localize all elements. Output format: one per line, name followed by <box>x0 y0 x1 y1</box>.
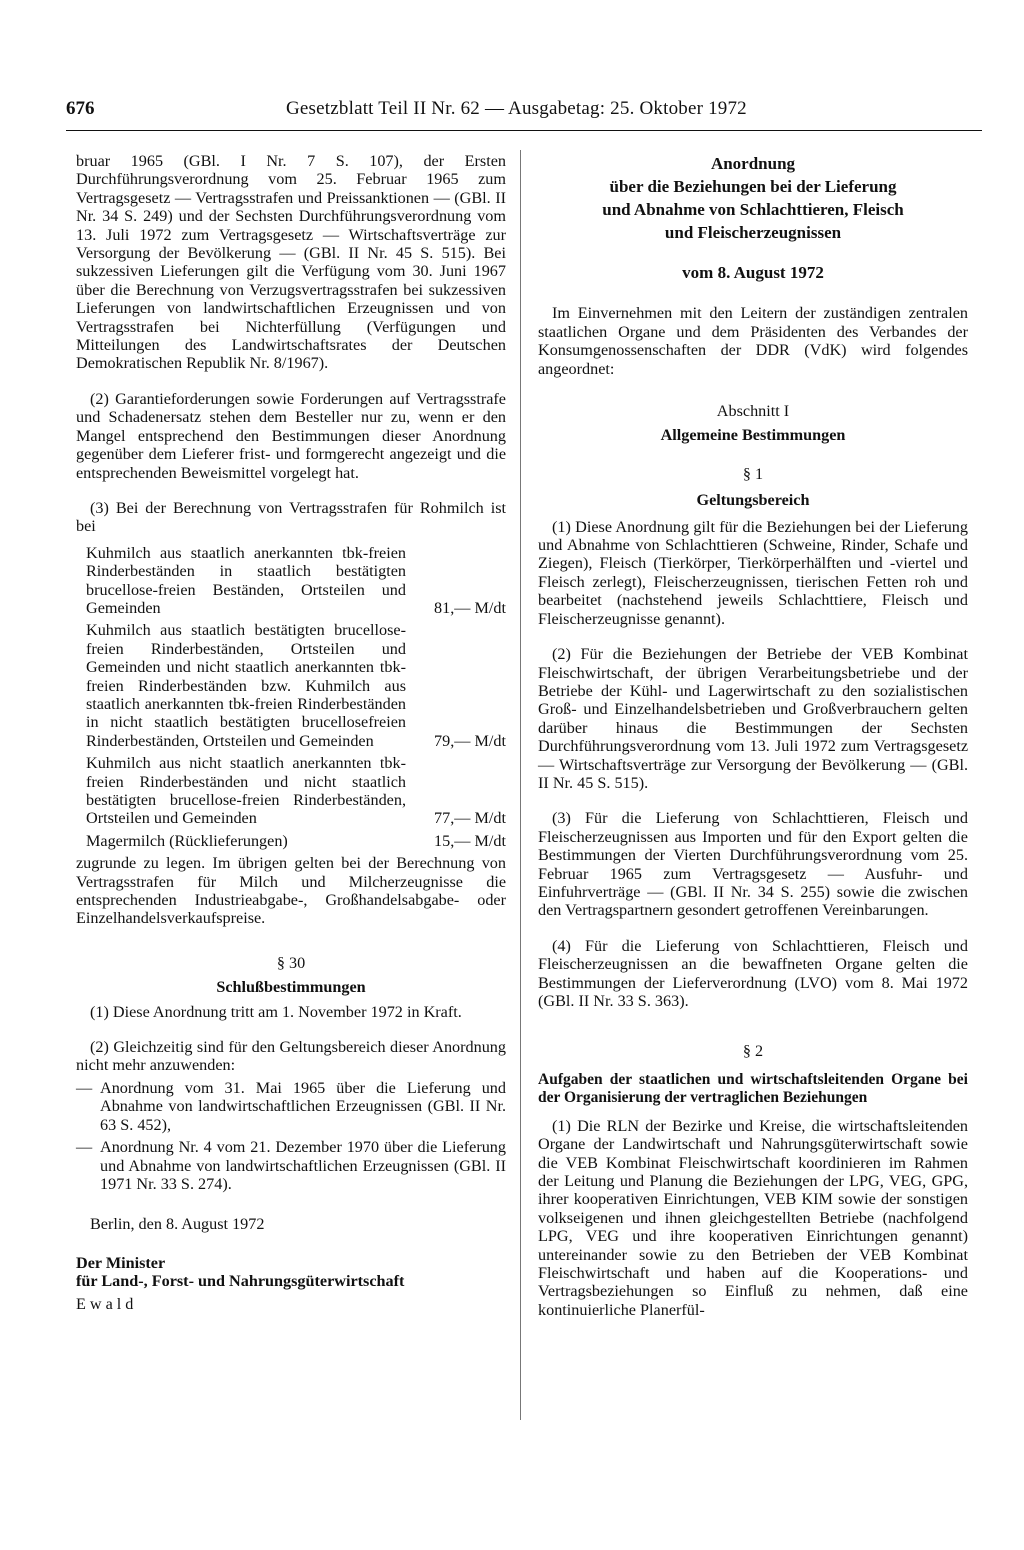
price-row <box>86 621 506 750</box>
price-description: Kuhmilch aus staatlich bestätigten brucellose-freien Rinderbeständen, Ortsteilen und Gemeinden und nicht staatlich anerkannten tbk-freien Rinderbeständen bzw. Kuhmilch aus staatlich anerkannten tbk-freien Rinderbeständen in nicht staatlich bestätigten brucellosefreien Rinderbeständen, Ortsteilen und Gemeinden <box>86 621 406 750</box>
dash-marker: — <box>76 1078 93 1097</box>
section-1-para-3: (3) Für die Lieferung von Schlachttieren, Fleisch und Fleischerzeugnissen aus Importen und für den Export gelten die Bestimmungen der Vierten Durchführungsverordnung vom 25. Februar 1965 zum Vertragsgesetz — Ausfuhr- und Einfuhrverträge — (GBl. II Nr. 34 S. 255) sowie die zwischen den Vertragspartnern gesondert getroffenen Vereinbarungen. <box>538 809 968 920</box>
section-1-para-4: (4) Für die Lieferung von Schlachttieren, Fleisch und Fleischerzeugnissen an die bewaffneten Organe gelten die Bestimmungen der Lieferverordnung (LVO) vom 8. Mai 1972 (GBl. II Nr. 33 S. 363). <box>538 936 968 1010</box>
repeal-text: Anordnung Nr. 4 vom 21. Dezember 1970 über die Lieferung und Abnahme von landwirtschaftlichen Erzeugnissen (GBl. II 1971 Nr. 33 S. 274). <box>100 1138 506 1193</box>
price-description: Kuhmilch aus staatlich anerkannten tbk-freien Rinderbeständen in staatlich bestätigten brucellose-freien Beständen, Ortsteilen und Gemeinden <box>86 543 406 617</box>
price-row <box>86 832 506 850</box>
price-table <box>86 544 506 851</box>
decree-date: vom 8. August 1972 <box>682 263 824 282</box>
header-title: Gesetzblatt Teil II Nr. 62 — Ausgabetag: 25. Oktober 1972 <box>286 98 747 119</box>
section-2-title: Aufgaben der staatlichen und wirtschaftsleitenden Organe bei der Organisierung der vertraglichen Beziehungen <box>538 1070 968 1106</box>
signature-ministry: für Land-, Forst- und Nahrungsgüterwirtschaft <box>76 1272 405 1291</box>
section-30-title: Schlußbestimmungen <box>216 978 366 997</box>
price-value: 79,— M/dt <box>434 731 506 750</box>
section-30-number: § 30 <box>276 953 306 972</box>
abschnitt-number: Abschnitt I <box>716 402 790 421</box>
abschnitt-title: Allgemeine Bestimmungen <box>660 426 846 445</box>
price-row <box>86 544 506 618</box>
paragraph-2: (2) Garantieforderungen sowie Forderungen auf Vertragsstrafe und Schadenersatz stehen dem Besteller nur zu, wenn er den Mangel entsprechend den Bestimmungen dieser Anordnung gegenüber dem Lieferer frist- und formgerecht angezeigt und die entsprechenden Beweismittel vorgelegt hat. <box>76 389 506 482</box>
section-1-para-1: (1) Diese Anordnung gilt für die Beziehungen bei der Lieferung und Abnahme von Schlachttieren (Schweine, Rinder, Schafe und Ziegen), Fleisch (Tierkörper, Tierkörperhälften und -viertel und Fleisch zerlegt), Fleischerzeugnissen, tierischen Fetten roh und bearbeitet (nachstehend jeweils Schlachttiere, Fleisch und Fleischerzeugnisse genannt). <box>538 517 968 628</box>
price-value: 77,— M/dt <box>434 809 506 828</box>
column-divider <box>520 150 521 1420</box>
price-value: 15,— M/dt <box>434 831 506 850</box>
repeal-list-item <box>76 1138 506 1193</box>
repeal-text: Anordnung vom 31. Mai 1965 über die Lieferung und Abnahme von landwirtschaftlichen Erzeugnissen (GBl. II Nr. 63 S. 452), <box>100 1078 506 1134</box>
decree-title-line: Anordnung <box>710 154 796 173</box>
repeal-list-item <box>76 1079 506 1134</box>
decree-title-line: über die Beziehungen bei der Lieferung <box>609 177 897 196</box>
page-number: 676 <box>66 98 95 119</box>
signature-name: Ewald <box>76 1294 138 1313</box>
preamble: Im Einvernehmen mit den Leitern der zuständigen zentralen staatlichen Organe und dem Präsidenten des Verbandes der Konsumgenossenschaften der DDR (VdK) wird folgendes angeordnet: <box>538 304 968 378</box>
section-30-para-2: (2) Gleichzeitig sind für den Geltungsbereich dieser Anordnung nicht mehr anzuwenden: <box>76 1038 506 1075</box>
intro-paragraph: bruar 1965 (GBl. I Nr. 7 S. 107), der Ersten Durchführungsverordnung vom 25. Februar 1965 zum Vertragsgesetz — Vertragsstrafen und Preissanktionen — (GBl. II Nr. 34 S. 249) und der Sechsten Durchführungsverordnung vom 13. Juli 1972 zum Vertragsgesetz — Wirtschaftsverträge zur Versorgung der Bevölkerung — (GBl. II Nr. 45 S. 515). Bei sukzessiven Lieferungen gilt die Verfügung vom 30. Juni 1967 über die Berechnung von Verzugsvertragsstrafen bei sukzessiven Lieferungen von landwirtschaftlichen Erzeugnissen und von Vertragsstrafen bei Nichterfüllung (Verfügungen und Mitteilungen des Landwirtschaftsrates der Deutschen Demokratischen Republik Nr. 8/1967). <box>76 152 506 373</box>
price-description: Kuhmilch aus nicht staatlich anerkannten tbk-freien Rinderbeständen und nicht staatlich bestätigten brucellose-freien Rinderbeständen, Ortsteilen und Gemeinden <box>86 754 406 828</box>
section-1-number: § 1 <box>742 464 764 483</box>
section-1-title: Geltungsbereich <box>696 491 810 510</box>
left-column <box>76 152 506 1313</box>
section-2-number: § 2 <box>742 1042 764 1061</box>
section-2-para-1: (1) Die RLN der Bezirke und Kreise, die wirtschaftsleitenden Organe der Landwirtschaft und Nahrungsgüterwirtschaft sowie die VEB Kombinat Fleischwirtschaft koordinieren im Rahmen der Leitung und Planung die Beziehungen der LPG, VEG, GPG, ihrer kooperativen Einrichtungen, VEB KIM sowie der sonstigen volkseigenen und ihnen gleichgestellten Betriebe (nachfolgend LPG, VEG und ihre kooperativen Einrichtungen genannt) untereinander sowie zu den Betrieben der VEB Kombinat Fleischwirtschaft und haben auf die Kooperations- und Vertragsbeziehungen so Einfluß zu nehmen, daß eine kontinuierliche Planerfül- <box>538 1116 968 1319</box>
price-description: Magermilch (Rücklieferungen) <box>86 831 288 850</box>
paragraph-3: (3) Bei der Berechnung von Vertragsstrafen für Rohmilch ist bei <box>76 498 506 536</box>
price-row <box>86 754 506 828</box>
dash-marker: — <box>76 1138 93 1157</box>
section-30-para-1: (1) Diese Anordnung tritt am 1. November 1972 in Kraft. <box>90 1002 462 1021</box>
paragraph-3-end: zugrunde zu legen. Im übrigen gelten bei der Berechnung von Vertragsstrafen für Milch und Milcherzeugnisse die entsprechenden Industrieabgabe-, Großhandelsabgabe- oder Einzelhandelsverkaufspreise. <box>76 854 506 928</box>
place-date: Berlin, den 8. August 1972 <box>90 1215 265 1234</box>
right-column <box>538 152 968 1319</box>
signature-title: Der Minister <box>76 1253 166 1272</box>
price-value: 81,— M/dt <box>434 598 506 617</box>
page-header <box>66 94 982 131</box>
section-1-para-2: (2) Für die Beziehungen der Betriebe der VEB Kombinat Fleischwirtschaft, der übrigen Verarbeitungsbetriebe und der Betriebe der Kühl- und Lagerwirtschaft zu den sozialistischen Groß- und Einzelhandelsbetrieben und Großverbrauchern gelten darüber hinaus die Bestimmungen der Sechsten Durchführungsverordnung vom 13. Juli 1972 zum Vertragsgesetz — Wirtschaftsverträge zur Versorgung der Bevölkerung — (GBl. II Nr. 45 S. 515). <box>538 645 968 792</box>
decree-title-line: und Abnahme von Schlachttieren, Fleisch <box>602 200 904 219</box>
decree-title-line: und Fleischerzeugnissen <box>664 223 842 242</box>
decree-title <box>538 152 968 244</box>
